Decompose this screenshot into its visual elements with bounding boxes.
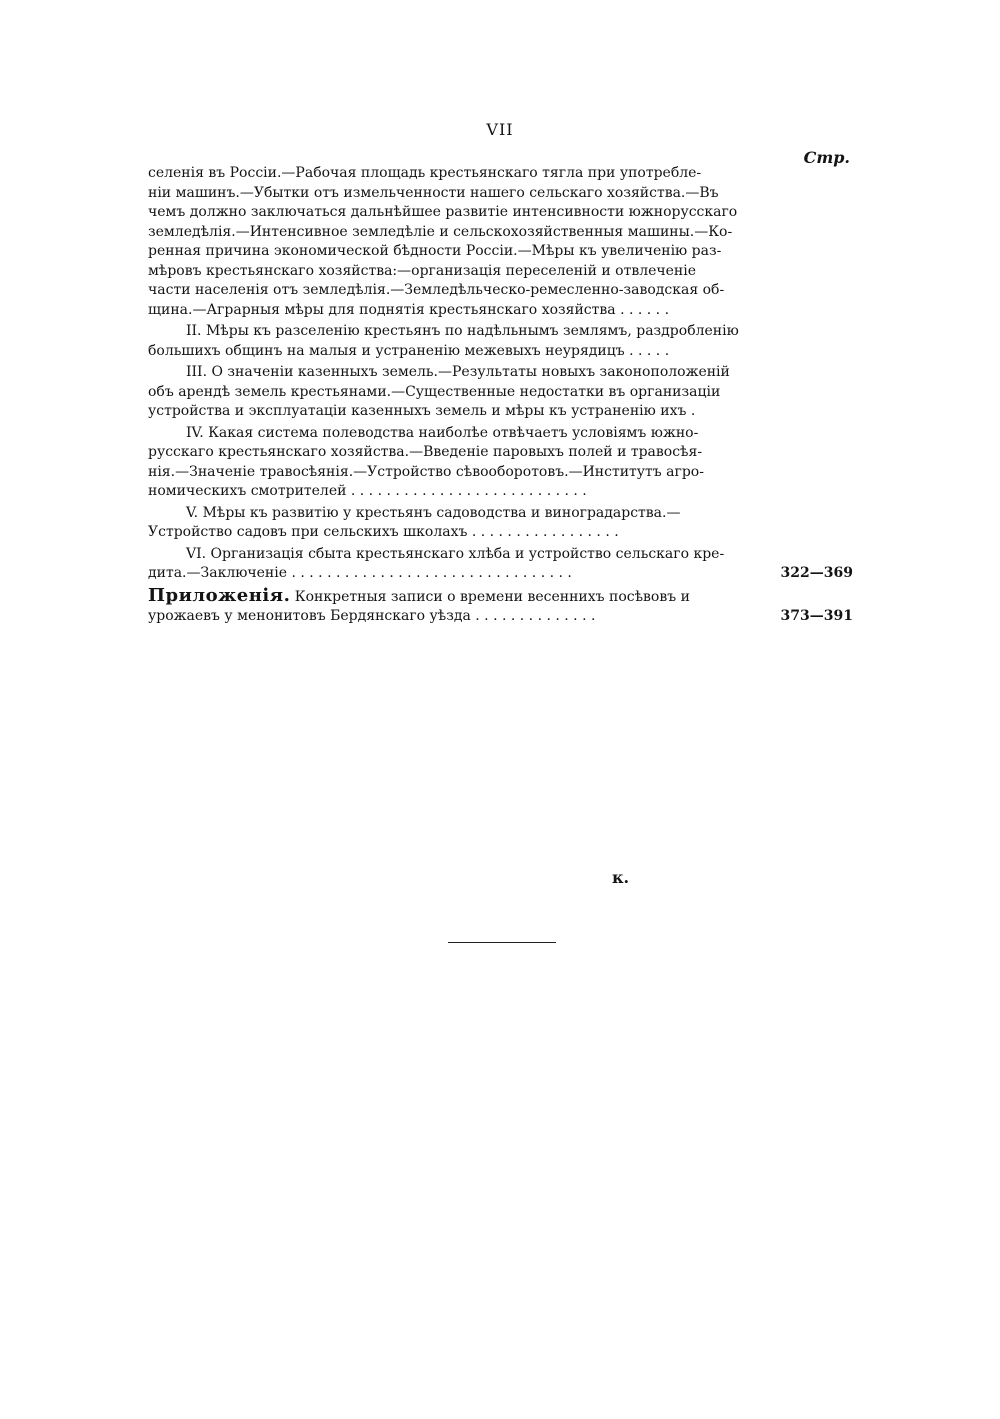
- page-column-heading: Стр.: [803, 148, 850, 167]
- toc-line: ренная причина экономической бѣдности Россіи.—Мѣры къ увеличенію раз-: [148, 243, 722, 259]
- toc-line: части населенія отъ земледѣлія.—Земледѣльческо-ремесленно-заводская об-: [148, 282, 725, 298]
- section-4: [148, 424, 768, 502]
- appendix-line: урожаевъ у менонитовъ Бердянскаго уѣзда . . . . . . . . . . . . . .: [148, 608, 596, 624]
- toc-line: мѣровъ крестьянскаго хозяйства:—организація переселеній и отвлеченіе: [148, 262, 697, 279]
- toc-line: дита.—Заключеніе . . . . . . . . . . . . . . . . . . . . . . . . . . . . . . . .: [148, 565, 572, 581]
- page-numeral: VII: [486, 120, 514, 139]
- toc-line: объ арендѣ земель крестьянами.—Существенные недостатки въ организаціи: [148, 383, 721, 400]
- appendix-entry: [148, 586, 853, 627]
- section-6: [148, 545, 853, 584]
- toc-line: селенія въ Россіи.—Рабочая площадь крестьянскаго тягла при употребле-: [148, 165, 702, 181]
- toc-line: ніи машинъ.—Убытки отъ измельченности нашего сельскаго хозяйства.—Въ: [148, 184, 719, 201]
- toc-line: IV. Какая система полеводства наиболѣе отвѣчаетъ условіямъ южно-: [186, 424, 699, 441]
- toc-line: VI. Организація сбыта крестьянскаго хлѣба и устройство сельскаго кре-: [186, 545, 725, 562]
- toc-line: II. Мѣры къ разселенію крестьянъ по надѣльнымъ землямъ, раздробленію: [186, 323, 739, 339]
- toc-line: V. Мѣры къ развитію у крестьянъ садоводства и виноградарства.—: [186, 504, 681, 521]
- toc-line: земледѣлія.—Интенсивное земледѣліе и сельскохозяйственныя машины.—Ко-: [148, 223, 733, 240]
- table-of-contents: [148, 164, 853, 627]
- appendix-title: Приложенія.: [148, 585, 291, 606]
- toc-line: устройства и эксплуатаціи казенныхъ земель и мѣры къ устраненію ихъ .: [148, 403, 696, 419]
- section-3: [148, 363, 768, 422]
- page-range: 373—391: [780, 608, 853, 624]
- intro-paragraph: [148, 164, 768, 320]
- toc-line: Устройство садовъ при сельскихъ школахъ . . . . . . . . . . . . . . . . .: [148, 524, 619, 540]
- divider-rule: [448, 942, 556, 943]
- section-5: [148, 504, 768, 543]
- toc-line: русскаго крестьянскаго хозяйства.—Введеніе паровыхъ полей и травосѣя-: [148, 444, 703, 460]
- section-2: [148, 322, 768, 361]
- toc-line: номическихъ смотрителей . . . . . . . . . . . . . . . . . . . . . . . . . . .: [148, 483, 587, 499]
- toc-line: нія.—Значеніе травосѣянія.—Устройство сѣвооборотовъ.—Институтъ агро-: [148, 463, 704, 480]
- toc-line: III. О значеніи казенныхъ земель.—Результаты новыхъ законоположеній: [186, 364, 730, 380]
- toc-line: большихъ общинъ на малыя и устраненію межевыхъ неурядицъ . . . . .: [148, 342, 670, 359]
- appendix-line: Конкретныя записи о времени весеннихъ посѣвовъ и: [294, 588, 690, 605]
- page-range: 322—369: [780, 565, 853, 581]
- stray-mark: к.: [612, 868, 630, 887]
- toc-line: чемъ должно заключаться дальнѣйшее развитіе интенсивности южнорусскаго: [148, 204, 738, 220]
- toc-line: щина.—Аграрныя мѣры для поднятія крестьянскаго хозяйства . . . . . .: [148, 301, 670, 318]
